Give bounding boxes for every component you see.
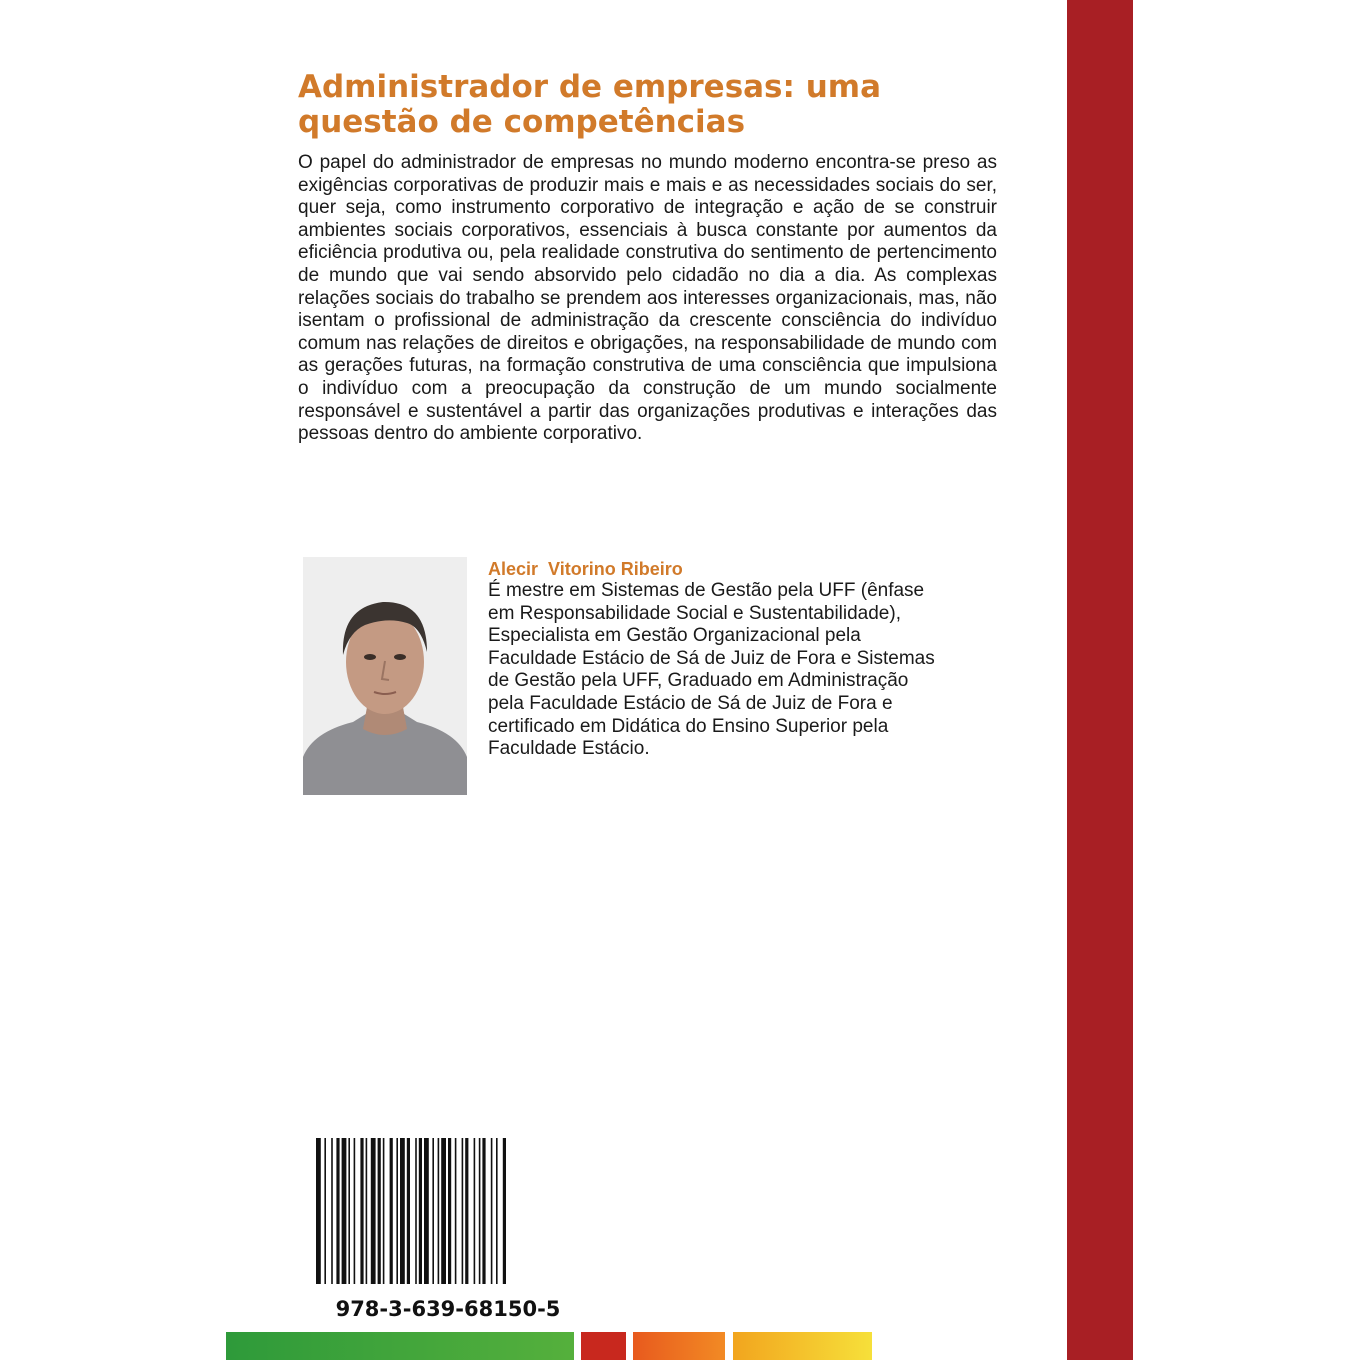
book-title: Administrador de empresas: uma questão de competências	[298, 69, 881, 140]
barcode-bar	[371, 1138, 376, 1284]
barcode-bar	[348, 1138, 350, 1284]
author-name: Alecir Vitorino Ribeiro	[488, 559, 683, 579]
barcode-bar	[424, 1138, 429, 1284]
barcode-bar	[455, 1138, 457, 1284]
barcode-bar	[390, 1138, 393, 1284]
barcode-bar	[354, 1138, 356, 1284]
barcode-bar	[360, 1138, 363, 1284]
barcode-bar	[396, 1138, 398, 1284]
barcode-bar	[462, 1138, 464, 1284]
cover-spine-band	[1067, 0, 1133, 1360]
barcode-bar	[383, 1138, 385, 1284]
barcode-bar	[316, 1138, 321, 1284]
author-photo	[303, 557, 467, 795]
isbn-barcode	[310, 1138, 586, 1298]
book-blurb: O papel do administrador de empresas no mundo moderno encontra-se preso as exigências corporativas de produzir mais e mais e as necessidades sociais do ser, quer seja, como instrumento corporativo de integração e ação de se construir ambientes sociais corporativos, essenciais à busca constante por aumentos da eficiência produtiva ou, pela realidade construtiva do sentimento de pertencimento de mundo que vai sendo absorvido pelo cidadão no dia a dia. As complexas relações sociais do trabalho se prendem aos interesses organizacionais, mas, não isentam o profissional de administração da crescente consciência do indivíduo comum nas relações de direitos e obrigações, na responsabilidade de mundo com as gerações futuras, na formação construtiva de uma consciência que impulsiona o indivíduo com a preocupação da construção de um mundo socialmente responsável e sustentável a partir das organizações produtivas e interações das pessoas dentro do ambiente corporativo.	[298, 152, 997, 445]
stripe-orange	[633, 1332, 725, 1360]
barcode-bar	[342, 1138, 347, 1284]
barcode-bar	[465, 1138, 468, 1284]
barcode-bar	[400, 1138, 405, 1284]
author-bio: É mestre em Sistemas de Gestão pela UFF (ênfase em Responsabilidade Social e Sustentabilidade), Especialista em Gestão Organizacional pela Faculdade Estácio de Sá de Juiz de Fora e Sistemas de Gestão pela UFF, Graduado em Administração pela Faculdade Estácio de Sá de Juiz de Fora e certificado em Didática do Ensino Superior pela Faculdade Estácio.	[488, 580, 935, 760]
barcode-bar	[438, 1138, 440, 1284]
stripe-green	[226, 1332, 574, 1360]
barcode-bar	[491, 1138, 493, 1284]
barcode-bar	[378, 1138, 381, 1284]
barcode-bar	[324, 1138, 326, 1284]
barcode-bar	[496, 1138, 498, 1284]
barcode-bar	[441, 1138, 446, 1284]
barcode-bar	[503, 1138, 506, 1284]
barcode-bar	[336, 1138, 339, 1284]
barcode-bar	[482, 1138, 485, 1284]
isbn-number: 978-3-639-68150-5	[335, 1297, 561, 1321]
barcode-bar	[415, 1138, 417, 1284]
barcode-bar	[432, 1138, 434, 1284]
barcode-bar	[448, 1138, 451, 1284]
barcode-bar	[331, 1138, 333, 1284]
author-portrait-image	[303, 557, 467, 795]
barcode-bar	[479, 1138, 481, 1284]
stripe-red	[581, 1332, 626, 1360]
stripe-yellow	[733, 1332, 872, 1360]
barcode-bar	[474, 1138, 476, 1284]
barcode-bar	[407, 1138, 410, 1284]
barcode-bar	[366, 1138, 368, 1284]
barcode-bar	[419, 1138, 422, 1284]
